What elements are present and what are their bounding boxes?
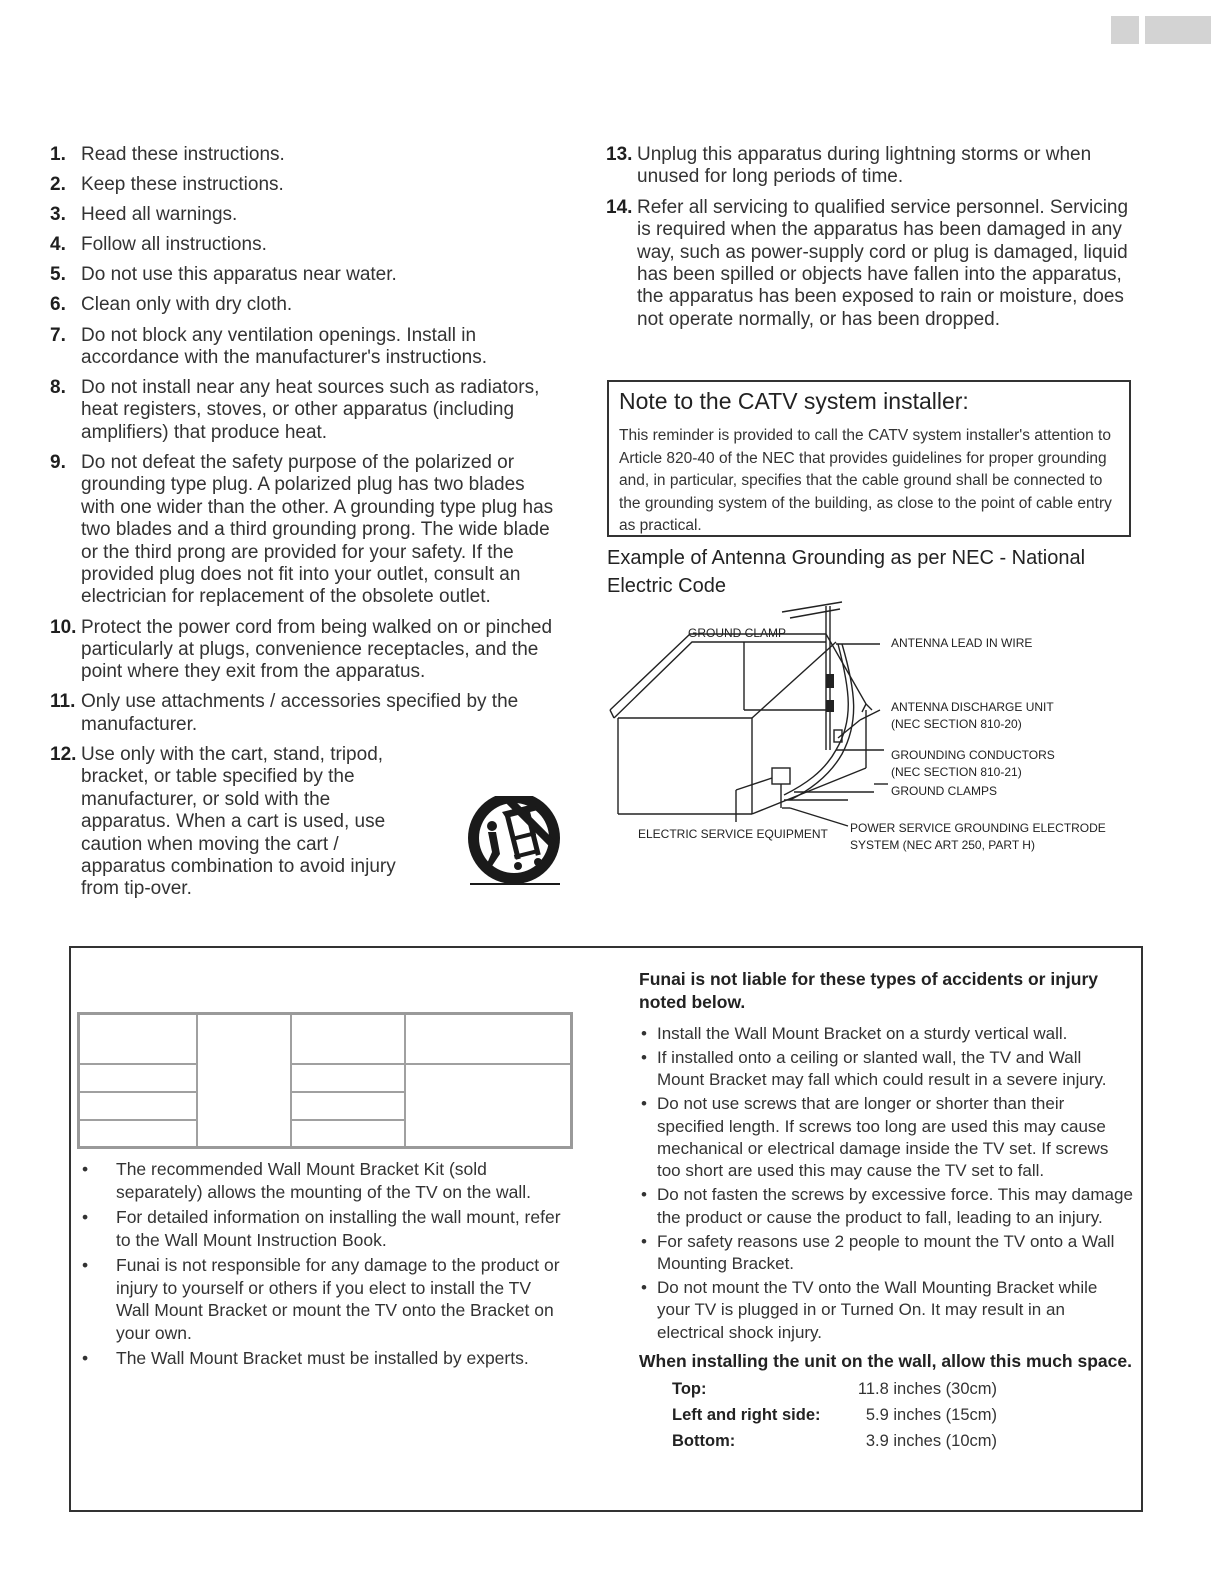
diagram-label-ground-clamp: GROUND CLAMP bbox=[688, 626, 787, 640]
antenna-grounding-diagram bbox=[604, 600, 1134, 870]
diagram-label-discharge-unit: ANTENNA DISCHARGE UNIT bbox=[891, 700, 1054, 714]
funai-liability-section bbox=[639, 968, 1133, 1455]
cart-tip-over-warning-icon bbox=[462, 796, 572, 888]
instruction-item: 13. Unplug this apparatus during lightning storms or when unused for long periods of time. bbox=[606, 144, 1092, 188]
instruction-item: 4. Follow all instructions. bbox=[50, 234, 267, 256]
catv-installer-note bbox=[607, 380, 1131, 537]
diagram-label-power-service: POWER SERVICE GROUNDING ELECTRODE bbox=[850, 821, 1106, 835]
instruction-item: 14. Refer all servicing to qualified service personnel. Servicing is required when the apparatus has been damaged in any way, such as power-supply cord or plug is damaged, liquid has been spilled or objects have fallen into the apparatus, the apparatus has been exposed to rain or moisture, does not operate normally, or has been dropped. bbox=[606, 196, 1129, 330]
wall-mount-spec-table bbox=[77, 1012, 573, 1149]
diagram-label-antenna-lead: ANTENNA LEAD IN WIRE bbox=[891, 636, 1033, 650]
instruction-item: 12. Use only with the cart, stand, tripod, bracket, or table specified by the manufacturer, or sold with the apparatus. When a cart is used, use caution when moving the cart / apparatus combination to avoid injury from tip-over. bbox=[50, 743, 396, 900]
table-cell bbox=[79, 1064, 198, 1092]
instruction-list bbox=[606, 144, 1136, 331]
table-cell bbox=[291, 1014, 405, 1064]
table-cell bbox=[291, 1092, 405, 1120]
table-cell bbox=[405, 1064, 572, 1148]
table-cell bbox=[197, 1014, 291, 1148]
wall-space-title: When installing the unit on the wall, allow this much space. bbox=[639, 1351, 1132, 1372]
list-item: • Do not mount the TV onto the Wall Mounting Bracket while your TV is plugged in or Turned On. It may result in an electrical shock injury. bbox=[641, 1277, 1098, 1342]
diagram-label-conductors-section: (NEC SECTION 810-21) bbox=[891, 765, 1022, 779]
safety-instructions-right bbox=[606, 144, 1136, 339]
wall-space-table bbox=[672, 1377, 997, 1454]
diagram-label-grounding-conductors: GROUNDING CONDUCTORS bbox=[891, 748, 1055, 762]
instruction-item: 3. Heed all warnings. bbox=[50, 204, 238, 226]
funai-liability-title: Funai is not liable for these types of accidents or injury noted below. bbox=[639, 969, 1098, 1012]
list-item: • The Wall Mount Bracket must be installed by experts. bbox=[82, 1348, 529, 1368]
list-item: • For detailed information on installing the wall mount, refer to the Wall Mount Instruction Book. bbox=[82, 1207, 561, 1250]
instruction-list bbox=[50, 144, 562, 901]
list-item: • The recommended Wall Mount Bracket Kit (sold separately) allows the mounting of the TV on the wall. bbox=[82, 1159, 532, 1202]
list-item: • If installed onto a ceiling or slanted wall, the TV and Wall Mount Bracket may fall which could result in a severe injury. bbox=[641, 1047, 1107, 1090]
diagram-label-power-service-system: SYSTEM (NEC ART 250, PART H) bbox=[850, 838, 1035, 852]
funai-liability-list bbox=[639, 1023, 1133, 1344]
table-cell bbox=[291, 1064, 405, 1092]
diagram-label-ground-clamps: GROUND CLAMPS bbox=[891, 784, 998, 798]
list-item: • Funai is not responsible for any damage to the product or injury to yourself or others if you elect to install the TV Wall Mount Bracket or mount the TV onto the Bracket on your own. bbox=[82, 1255, 560, 1343]
table-cell bbox=[291, 1120, 405, 1148]
table-cell bbox=[79, 1014, 198, 1064]
table-row: Bottom: 3.9 inches (10cm) bbox=[672, 1431, 997, 1450]
table-cell bbox=[79, 1092, 198, 1120]
page-tab-marker bbox=[1111, 16, 1139, 44]
table-cell bbox=[79, 1120, 198, 1148]
instruction-item: 6. Clean only with dry cloth. bbox=[50, 294, 293, 316]
instruction-item: 2. Keep these instructions. bbox=[50, 174, 284, 196]
instruction-item: 8. Do not install near any heat sources such as radiators, heat registers, stoves, or other apparatus (including amplifiers) that produce heat. bbox=[50, 377, 540, 443]
list-item: • Install the Wall Mount Bracket on a sturdy vertical wall. bbox=[641, 1024, 1068, 1043]
table-cell bbox=[405, 1014, 572, 1064]
safety-instructions-left bbox=[50, 144, 562, 908]
instruction-item: 10. Protect the power cord from being walked on or pinched particularly at plugs, convenience receptacles, and the point where they exit from the apparatus. bbox=[50, 616, 553, 683]
instruction-item: 11. Only use attachments / accessories specified by the manufacturer. bbox=[50, 691, 519, 735]
diagram-label-discharge-section: (NEC SECTION 810-20) bbox=[891, 717, 1022, 731]
table-row: Top: 11.8 inches (30cm) bbox=[672, 1380, 997, 1399]
list-item: • Do not fasten the screws by excessive force. This may damage the product or cause the product to fall, leading to an injury. bbox=[641, 1185, 1133, 1227]
list-item: • Do not use screws that are longer or shorter than their specified length. If screws too long are used this may cause mechanical or electrical damage inside the TV set. If screws too short are used this may cause the TV set to fall. bbox=[641, 1094, 1109, 1181]
instruction-item: 9. Do not defeat the safety purpose of the polarized or grounding type plug. A polarized plug has two blades with one wider than the other. A grounding type plug has two blades and a third grounding prong. The wide blade or the third prong are provided for your safety. If the provided plug does not fit into your outlet, consult an electrician for replacement of the obsolete outlet. bbox=[50, 451, 554, 608]
diagram-label-electric-service: ELECTRIC SERVICE EQUIPMENT bbox=[638, 827, 828, 841]
list-item: • For safety reasons use 2 people to mount the TV onto a Wall Mounting Bracket. bbox=[641, 1231, 1115, 1274]
instruction-item: 7. Do not block any ventilation openings. Install in accordance with the manufacturer's instructions. bbox=[50, 324, 487, 368]
catv-note-body: This reminder is provided to call the CATV system installer's attention to Article 820-40 of the NEC that provides guidelines for proper grounding and, in particular, specifies that the cable ground shall be connected to the grounding system of the building, as close to the point of cable entry as practical. bbox=[619, 427, 1112, 535]
catv-note-title: Note to the CATV system installer: bbox=[619, 388, 969, 414]
antenna-grounding-title: Example of Antenna Grounding as per NEC - National Electric Code bbox=[607, 547, 1086, 597]
instruction-item: 5. Do not use this apparatus near water. bbox=[50, 264, 397, 286]
page-tab-marker-wide bbox=[1145, 16, 1211, 44]
wall-mount-notes bbox=[82, 1158, 562, 1373]
instruction-item: 1. Read these instructions. bbox=[50, 144, 285, 165]
table-row: Left and right side: 5.9 inches (15cm) bbox=[672, 1405, 997, 1424]
